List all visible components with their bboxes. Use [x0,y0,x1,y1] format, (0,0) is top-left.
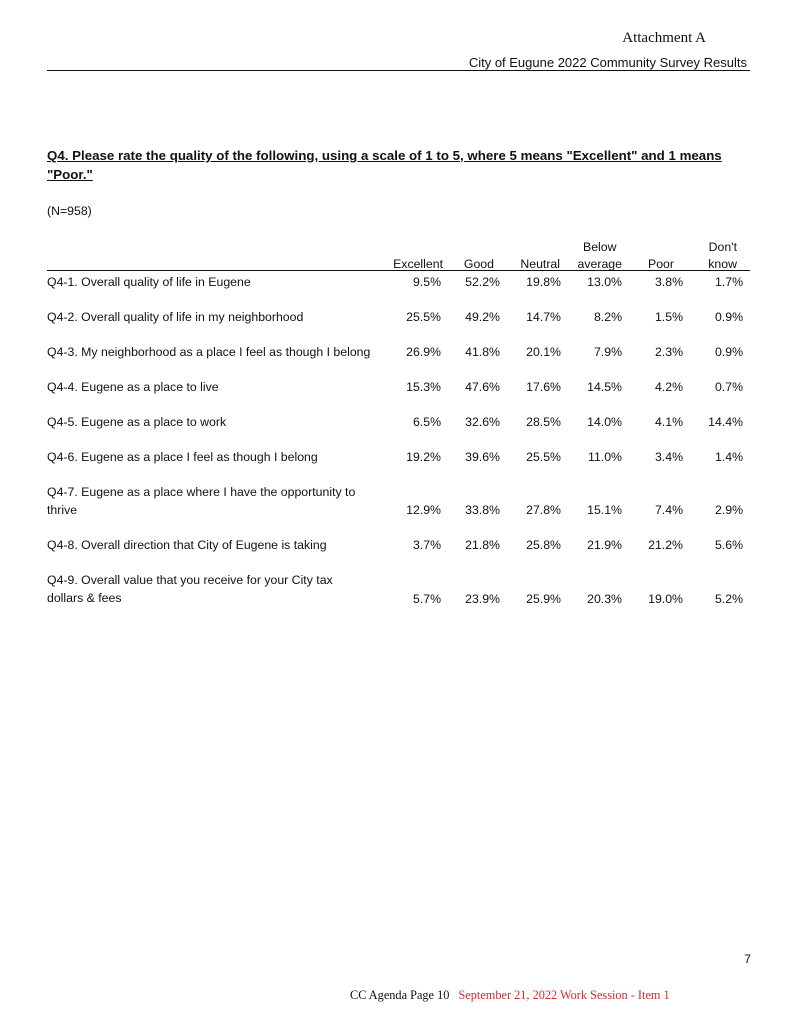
col-head-good [464,239,494,273]
cell-good: 49.2% [465,310,500,324]
cell-poor: 21.2% [648,538,683,552]
col-head-dont-know-line2: know [708,257,737,271]
attachment-label: Attachment A [622,30,706,46]
cell-excellent: 26.9% [406,345,441,359]
cell-excellent: 25.5% [406,310,441,324]
row-label: Q4-6. Eugene as a place I feel as though I belong [47,450,318,464]
row-label: Q4-2. Overall quality of life in my neighborhood [47,310,304,324]
cell-dont-know: 5.2% [714,592,743,606]
col-head-dont-know-line1: Don't [708,240,737,254]
cell-excellent: 5.7% [412,592,441,606]
cell-dont-know: 0.9% [714,345,743,359]
col-head-below-average [578,239,622,273]
col-head-excellent-line1 [393,239,443,256]
cell-below-average: 7.9% [593,345,622,359]
footer-session: September 21, 2022 Work Session - Item 1 [458,988,670,1002]
cell-neutral: 28.5% [526,415,561,429]
cell-poor: 4.2% [654,380,683,394]
cell-below-average: 8.2% [593,310,622,324]
col-head-poor-line1 [648,239,674,256]
cell-neutral: 25.9% [526,592,561,606]
cell-excellent: 9.5% [412,275,441,289]
cell-below-average: 15.1% [587,503,622,517]
cell-poor: 7.4% [654,503,683,517]
col-head-neutral [520,239,560,273]
cell-good: 23.9% [465,592,500,606]
row-label: Q4-8. Overall direction that City of Eugene is taking [47,538,327,552]
row-label: Q4-7. Eugene as a place where I have the opportunity to thrive [47,485,356,517]
cell-poor: 1.5% [654,310,683,324]
cell-neutral: 19.8% [526,275,561,289]
cell-below-average: 14.5% [587,380,622,394]
cell-below-average: 20.3% [587,592,622,606]
col-head-excellent-line2: Excellent [393,257,443,271]
cell-excellent: 3.7% [412,538,441,552]
cell-good: 47.6% [465,380,500,394]
cell-below-average: 14.0% [587,415,622,429]
cell-neutral: 25.5% [526,450,561,464]
cell-below-average: 21.9% [587,538,622,552]
col-head-neutral-line1 [520,239,560,256]
cell-poor: 3.8% [654,275,683,289]
cell-good: 33.8% [465,503,500,517]
cell-good: 52.2% [465,275,500,289]
col-head-poor [648,239,674,273]
cell-poor: 4.1% [654,415,683,429]
cell-dont-know: 5.6% [714,538,743,552]
cell-dont-know: 0.7% [714,380,743,394]
cell-dont-know: 2.9% [714,503,743,517]
sample-size: (N=958) [47,204,92,218]
col-head-below-average-line1: Below [583,240,617,254]
cell-dont-know: 14.4% [708,415,743,429]
row-label: Q4-3. My neighborhood as a place I feel as though I belong [47,345,371,359]
cell-good: 39.6% [465,450,500,464]
question-title: Q4. Please rate the quality of the following, using a scale of 1 to 5, where 5 means "Excellent" and 1 means "Poor." [47,148,722,182]
cell-excellent: 19.2% [406,450,441,464]
footer-agenda-page: CC Agenda Page 10 [350,988,450,1002]
cell-good: 41.8% [465,345,500,359]
cell-below-average: 13.0% [587,275,622,289]
column-header-rule [47,270,750,271]
row-label: Q4-1. Overall quality of life in Eugene [47,275,251,289]
col-head-neutral-line2: Neutral [520,257,560,271]
cell-good: 21.8% [465,538,500,552]
row-label: Q4-9. Overall value that you receive for your City tax dollars & fees [47,573,333,605]
col-head-excellent [393,239,443,273]
cell-neutral: 20.1% [526,345,561,359]
cell-neutral: 27.8% [526,503,561,517]
cell-neutral: 25.8% [526,538,561,552]
col-head-good-line1 [464,239,494,256]
cell-poor: 3.4% [654,450,683,464]
cell-excellent: 15.3% [406,380,441,394]
cell-below-average: 11.0% [588,450,622,464]
row-label: Q4-4. Eugene as a place to live [47,380,219,394]
cell-dont-know: 0.9% [714,310,743,324]
header-divider [47,70,750,71]
cell-dont-know: 1.7% [714,275,743,289]
col-head-good-line2: Good [463,257,494,271]
cell-dont-know: 1.4% [714,450,743,464]
col-head-below-average-line2: average [577,257,622,271]
cell-good: 32.6% [465,415,500,429]
report-subtitle: City of Eugune 2022 Community Survey Results [468,55,747,70]
cell-excellent: 6.5% [412,415,441,429]
page-number: 7 [744,952,751,966]
footer [350,988,670,1003]
cell-poor: 19.0% [648,592,683,606]
col-head-dont-know [708,239,737,273]
cell-poor: 2.3% [654,345,683,359]
cell-neutral: 14.7% [526,310,561,324]
cell-excellent: 12.9% [406,503,441,517]
col-head-poor-line2: Poor [648,257,674,271]
row-label: Q4-5. Eugene as a place to work [47,415,227,429]
cell-neutral: 17.6% [526,380,561,394]
